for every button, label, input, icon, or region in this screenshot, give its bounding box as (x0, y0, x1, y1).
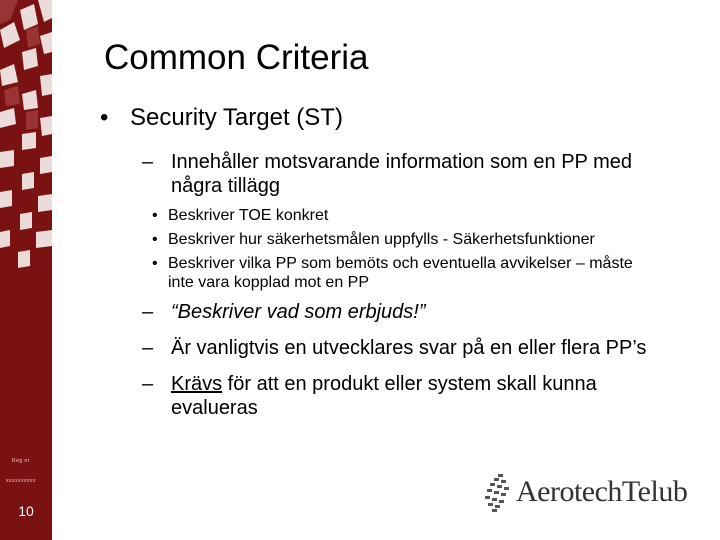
sidebar-decoration (0, 0, 52, 540)
bullet-level1 (100, 104, 660, 132)
bullet-text: Är vanligtvis en utvecklares svar på en eller flera PP’s (171, 337, 647, 359)
slide-title: Common Criteria (104, 38, 369, 77)
bullet-text: Beskriver TOE konkret (168, 207, 329, 224)
bullet-text: Beskriver vilka PP som bemöts och eventuella avvikelser – måste inte vara kopplad mot en PP (168, 255, 633, 291)
bullet-text: Security Target (ST) (130, 104, 343, 131)
slide-content (100, 104, 660, 420)
bullet-icon: • (152, 231, 158, 248)
sidebar-small-code: xxxxxxxxxx (6, 478, 36, 484)
bullet-level2 (124, 336, 660, 360)
company-logo (484, 470, 687, 514)
bullet-level3 (100, 254, 660, 292)
dash-icon: – (142, 301, 154, 323)
slide-number: 10 (18, 503, 34, 519)
bullet-level2 (124, 300, 660, 324)
bullet-level2 (124, 150, 660, 198)
logo-text: AerotechTelub (516, 475, 688, 508)
dash-icon: – (142, 337, 154, 359)
bullet-level3 (100, 230, 660, 249)
bullet-icon: • (100, 104, 109, 131)
bullet-level2 (124, 372, 641, 420)
sidebar-small-label: Reg nr (12, 458, 31, 464)
dash-icon: – (142, 151, 154, 173)
aerotech-mark-icon (484, 472, 510, 512)
dash-icon: – (142, 373, 154, 395)
bullet-icon: • (152, 207, 158, 224)
bullet-text: Innehåller motsvarande information som en PP med några tillägg (171, 151, 632, 197)
bullet-icon: • (152, 255, 158, 272)
bullet-text: Beskriver hur säkerhetsmålen uppfylls - Säkerhetsfunktioner (168, 231, 595, 248)
underlined-word: Krävs (171, 373, 223, 395)
bullet-level3 (100, 206, 660, 225)
bullet-text: för att en produkt eller system skall kunna evalueras (171, 373, 597, 419)
bullet-text: “Beskriver vad som erbjuds!” (171, 301, 426, 323)
